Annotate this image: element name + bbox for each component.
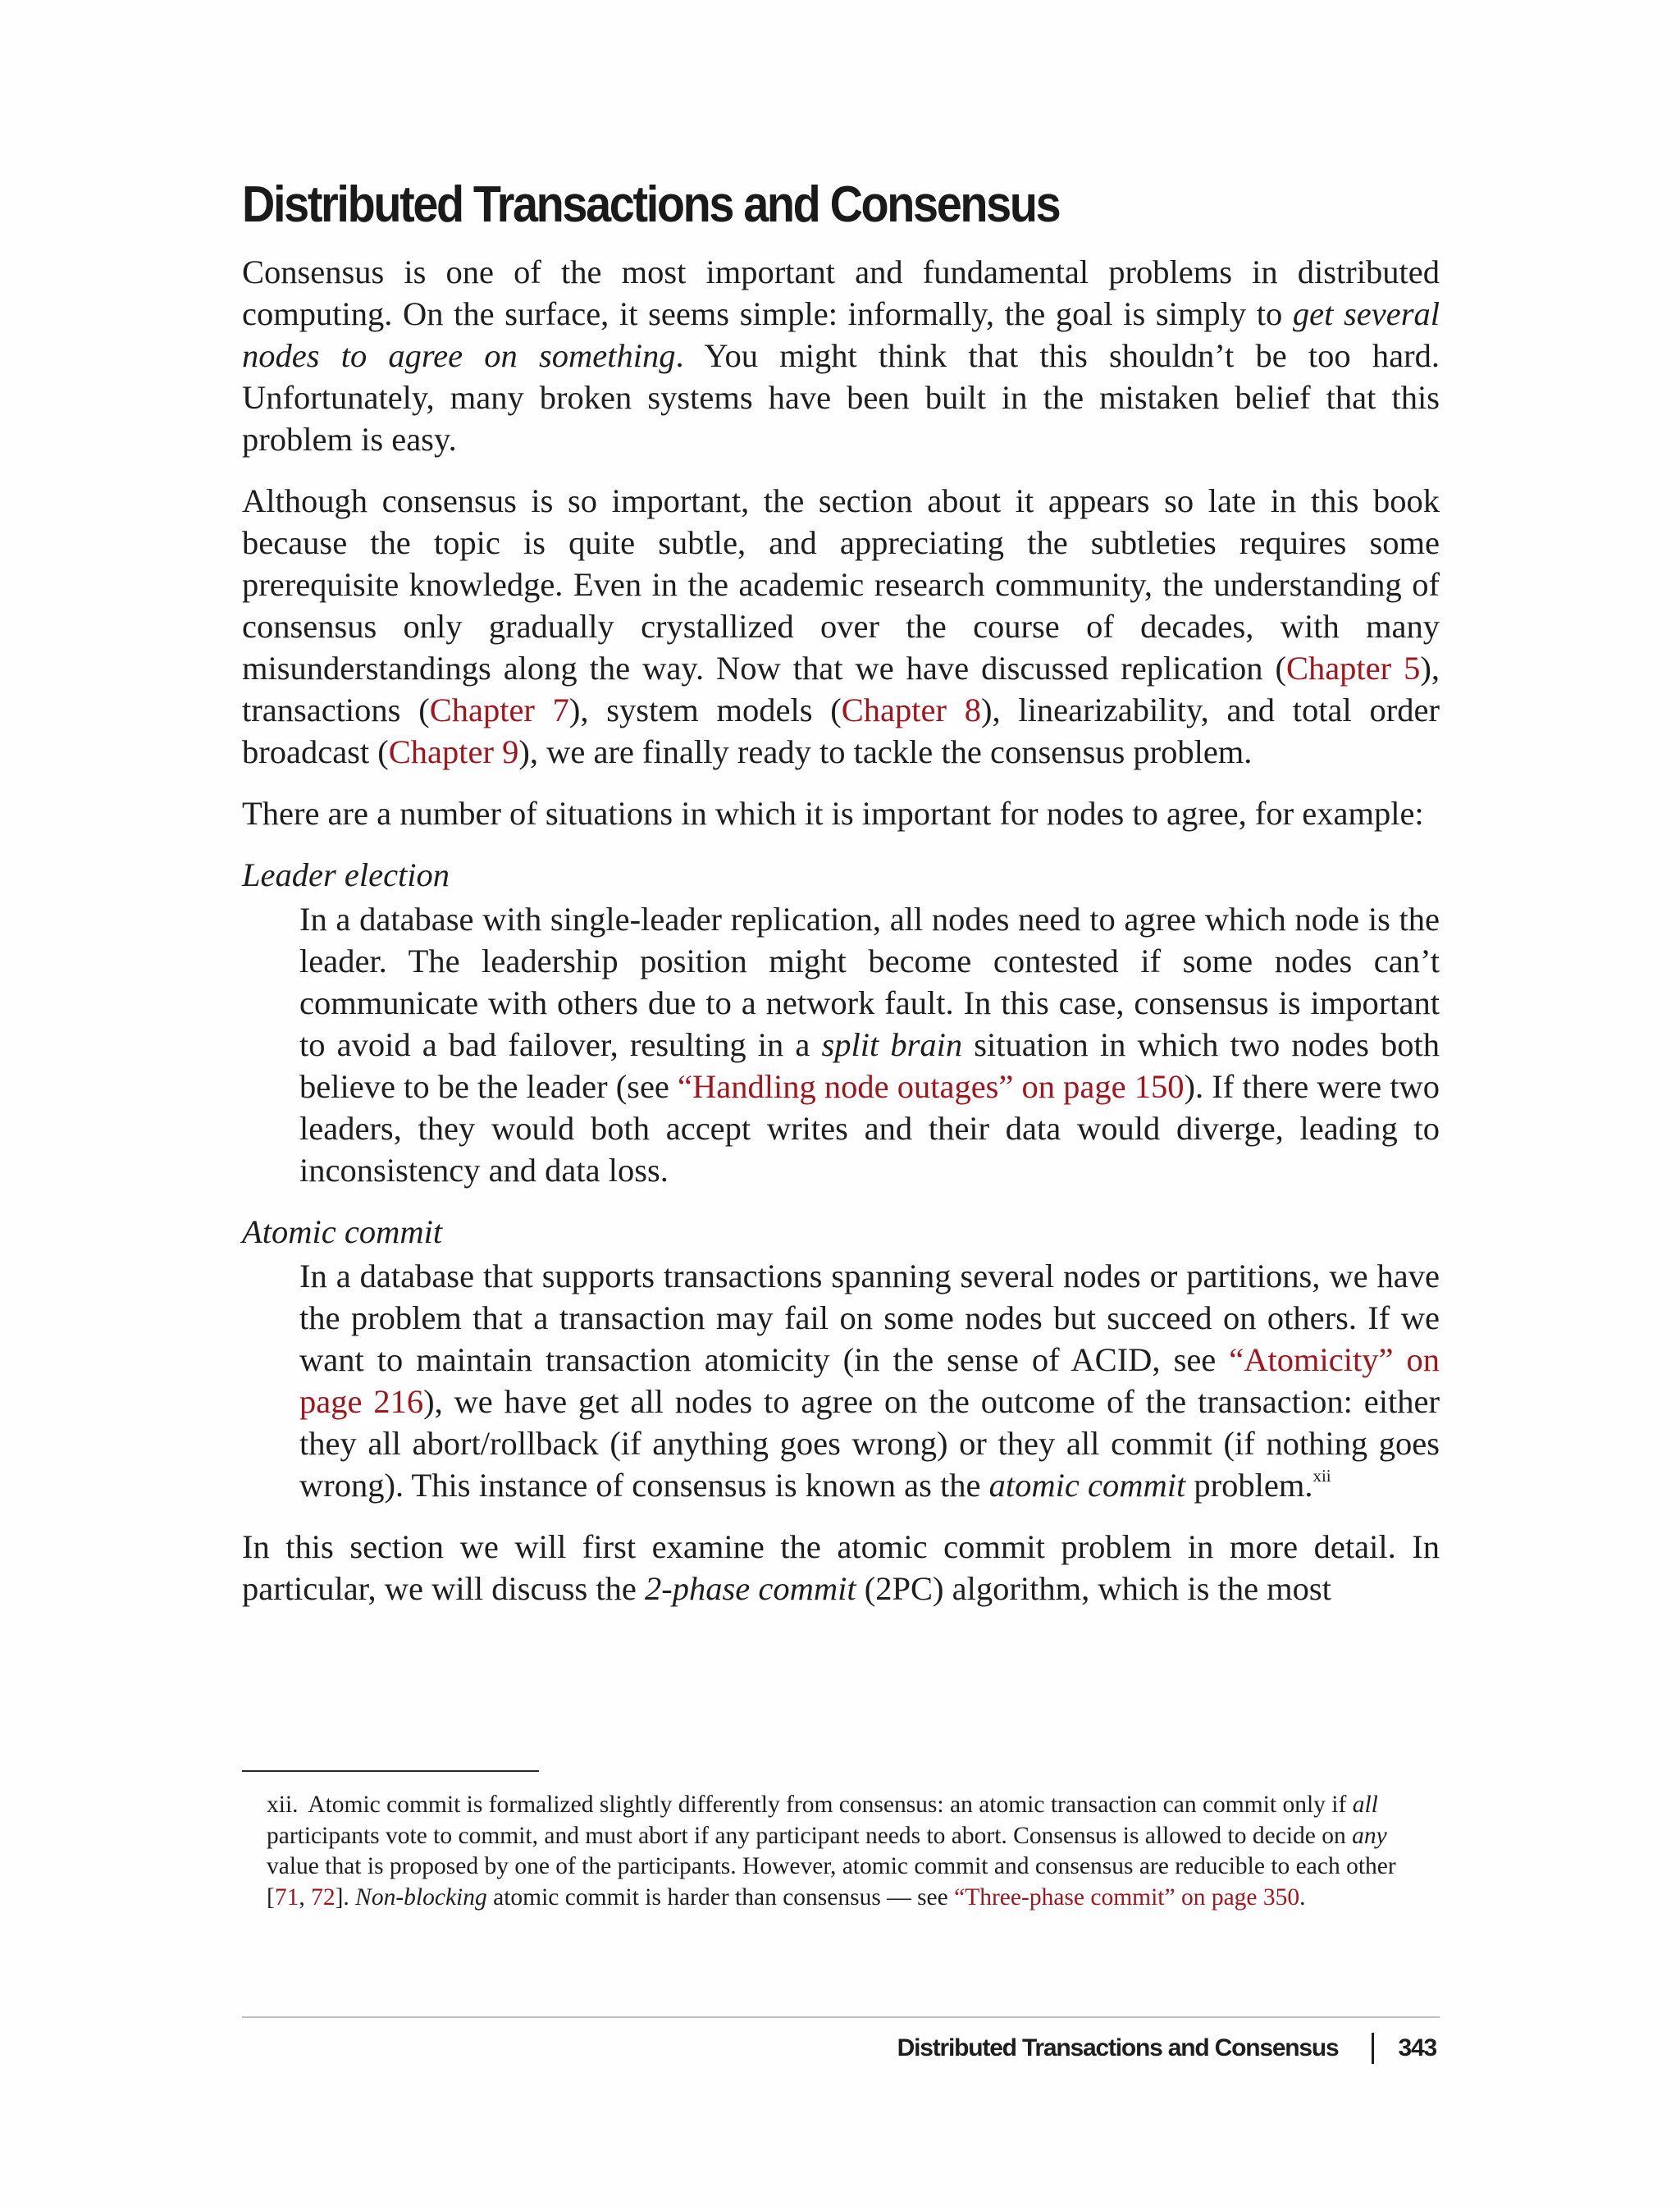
- page-footer: [897, 2029, 1436, 2068]
- emphasis: split brain: [821, 1026, 963, 1063]
- footnote-label: xii.: [267, 1792, 299, 1818]
- paragraph-situations: There are a number of situations in which it is important for nodes to agree, for example:: [242, 795, 1424, 832]
- footer-divider: [242, 2016, 1440, 2018]
- paragraph-this-section: In this section we will first examine the atomic commit problem in more detail. In particular, we will discuss the 2-phase commit (2PC) algorithm, which is the most: [242, 1528, 1440, 1607]
- emphasis: get several nodes to agree on something: [242, 295, 1440, 374]
- link-chapter-8[interactable]: Chapter 8: [841, 692, 982, 728]
- section-heading: Distributed Transactions and Consensus: [242, 176, 1060, 233]
- main-content: [242, 164, 1440, 1629]
- running-title: Distributed Transactions and Consensus: [897, 2034, 1339, 2061]
- paragraph-prerequisites: Although consensus is so important, the section about it appears so late in this book because the topic is quite subtle, and appreciating the subtleties requires some prerequisite knowledge. Even in the academic research community, the understanding of consensus only gradually crystallized over the course of decades, with many misunderstandings along the way. Now that we have discussed replication (Chapter 5), transactions (Chapter 7), system models (Chapter 8), linearizability, and total order broadcast (Chapter 9), we are finally ready to tackle the consensus problem.: [242, 482, 1440, 770]
- emphasis: atomic commit: [988, 1467, 1186, 1504]
- footnote-divider: [242, 1770, 539, 1772]
- definition-atomic-commit: In a database that supports transactions spanning several nodes or partitions, we have the problem that a transaction may fail on some nodes but succeed on others. If we want to maintain transaction atomicity (in the sense of ACID, see “Atomicity” on page 216), we have get all nodes to agree on the outcome of the transaction: either they all abort/rollback (if anything goes wrong) or they all commit (if nothing goes wrong). This instance of consensus is known as the atomic commit problem.$^{xii}$: [299, 1258, 1440, 1504]
- link-atomicity[interactable]: “Atomicity” on page 216: [299, 1341, 1440, 1420]
- footnote-xii: xii. Atomic commit is formalized slightly differently from consensus: an atomic transaction can commit only if all participants vote to commit, and must abort if any participant needs to abort. Consensus is allowed to decide on any value that is proposed by one of the participants. However, atomic commit and consensus are reducible to each other [71, 72]. Non-blocking atomic commit is harder than consensus — see “Three-phase commit” on page 350.: [267, 1792, 1396, 1911]
- emphasis: any: [1352, 1822, 1387, 1849]
- emphasis: all: [1352, 1792, 1378, 1818]
- page-number: 343: [1398, 2034, 1436, 2061]
- emphasis: 2-phase commit: [645, 1570, 856, 1607]
- paragraph-intro: Consensus is one of the most important and fundamental problems in distributed computing. On the surface, it seems simple: informally, the goal is simply to get several nodes to agree on something. You might think that this shouldn’t be too hard. Unfortunately, many broken systems have been built in the mistaken belief that this problem is easy.: [242, 253, 1440, 458]
- link-handling-node-outages[interactable]: “Handling node outages” on page 150: [678, 1068, 1185, 1105]
- definition-leader-election: In a database with single-leader replication, all nodes need to agree which node is the leader. The leadership position might become contested if some nodes can’t communicate with others due to a network fault. In this case, consensus is important to avoid a bad failover, resulting in a split brain situation in which two nodes both believe to be the leader (see “Handling node outages” on page 150). If there were two leaders, they would both accept writes and their data would diverge, leading to inconsistency and data loss.: [299, 901, 1440, 1189]
- link-chapter-9[interactable]: Chapter 9: [388, 733, 519, 770]
- emphasis: Non-blocking: [355, 1883, 487, 1911]
- link-chapter-7[interactable]: Chapter 7: [429, 692, 569, 728]
- footnote-reference[interactable]: xii: [1312, 1466, 1331, 1486]
- link-chapter-5[interactable]: Chapter 5: [1285, 650, 1421, 687]
- link-three-phase-commit[interactable]: “Three-phase commit” on page 350: [954, 1883, 1300, 1911]
- term-atomic-commit: Atomic commit: [242, 1213, 443, 1250]
- term-leader-election: Leader election: [242, 856, 450, 893]
- citation-72[interactable]: 72: [311, 1883, 336, 1911]
- footer-separator: [1372, 2033, 1374, 2064]
- citation-71[interactable]: 71: [274, 1883, 299, 1911]
